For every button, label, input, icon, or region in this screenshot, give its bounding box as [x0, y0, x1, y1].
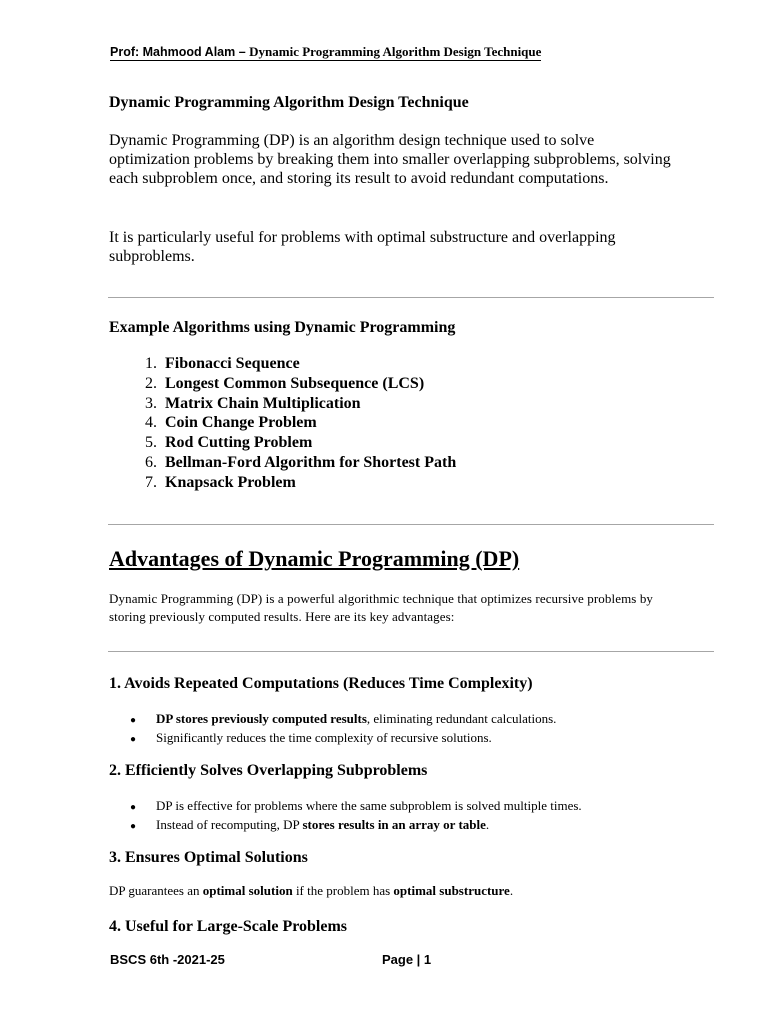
- page-header: [110, 44, 541, 60]
- list-item: 1. Fibonacci Sequence: [145, 355, 300, 372]
- divider-2: [108, 524, 714, 525]
- list-item: 3. Matrix Chain Multiplication: [145, 394, 361, 412]
- header-dash: –: [235, 45, 250, 59]
- advantages-intro: Dynamic Programming (DP) is a powerful algorithmic technique that optimizes recursive problems by storing previously computed results. Here are its key advantages:: [109, 591, 654, 624]
- intro-paragraph-2: It is particularly useful for problems with optimal substructure and overlapping subproblems.: [109, 229, 616, 265]
- header-author: Prof: Mahmood Alam: [110, 45, 236, 59]
- advantage-2-title: 2. Efficiently Solves Overlapping Subproblems: [109, 762, 428, 779]
- advantage-2-bullets: [130, 797, 582, 835]
- bullet-icon: ●: [130, 802, 137, 813]
- list-item: 5. Rod Cutting Problem: [145, 434, 313, 452]
- example-algorithms-list: [109, 354, 456, 493]
- list-item: 7. Knapsack Problem: [145, 473, 296, 491]
- advantage-1-title: 1. Avoids Repeated Computations (Reduces Time Complexity): [109, 675, 533, 692]
- bullet-icon: ●: [130, 821, 137, 832]
- header-underline: [110, 44, 541, 61]
- list-item: ● DP is effective for problems where the same subproblem is solved multiple times.: [130, 797, 582, 816]
- intro-paragraph-1: Dynamic Programming (DP) is an algorithm design technique used to solve optimization problems by breaking them into smaller overlapping subproblems, solving each subproblem once, and storing its result to avoid redundant computations.: [109, 132, 671, 187]
- list-item: ● Significantly reduces the time complexity of recursive solutions.: [130, 729, 556, 748]
- list-item: 4. Coin Change Problem: [145, 414, 317, 432]
- header-topic: Dynamic Programming Algorithm Design Technique: [249, 44, 542, 59]
- divider-1: [108, 297, 714, 298]
- advantage-4-title: 4. Useful for Large-Scale Problems: [109, 918, 348, 935]
- advantages-title: Advantages of Dynamic Programming (DP): [109, 546, 520, 571]
- bullet-icon: ●: [130, 715, 137, 726]
- intro-title: Dynamic Programming Algorithm Design Technique: [109, 94, 469, 111]
- advantage-1-bullets: [130, 710, 556, 748]
- advantage-3-title: 3. Ensures Optimal Solutions: [109, 849, 308, 866]
- bullet-icon: ●: [130, 734, 137, 745]
- advantage-3-text: DP guarantees an optimal solution if the problem has optimal substructure.: [109, 883, 514, 898]
- list-item: 2. Longest Common Subsequence (LCS): [145, 374, 425, 392]
- list-item: ● Instead of recomputing, DP stores results in an array or table.: [130, 816, 582, 835]
- footer-left: BSCS 6th -2021-25: [110, 952, 225, 967]
- footer-page-number: Page | 1: [382, 952, 432, 967]
- list-item: 6. Bellman-Ford Algorithm for Shortest Path: [145, 453, 457, 471]
- list-item: ● DP stores previously computed results, eliminating redundant calculations.: [130, 710, 556, 729]
- divider-3: [108, 651, 714, 652]
- examples-title: Example Algorithms using Dynamic Programming: [109, 319, 456, 336]
